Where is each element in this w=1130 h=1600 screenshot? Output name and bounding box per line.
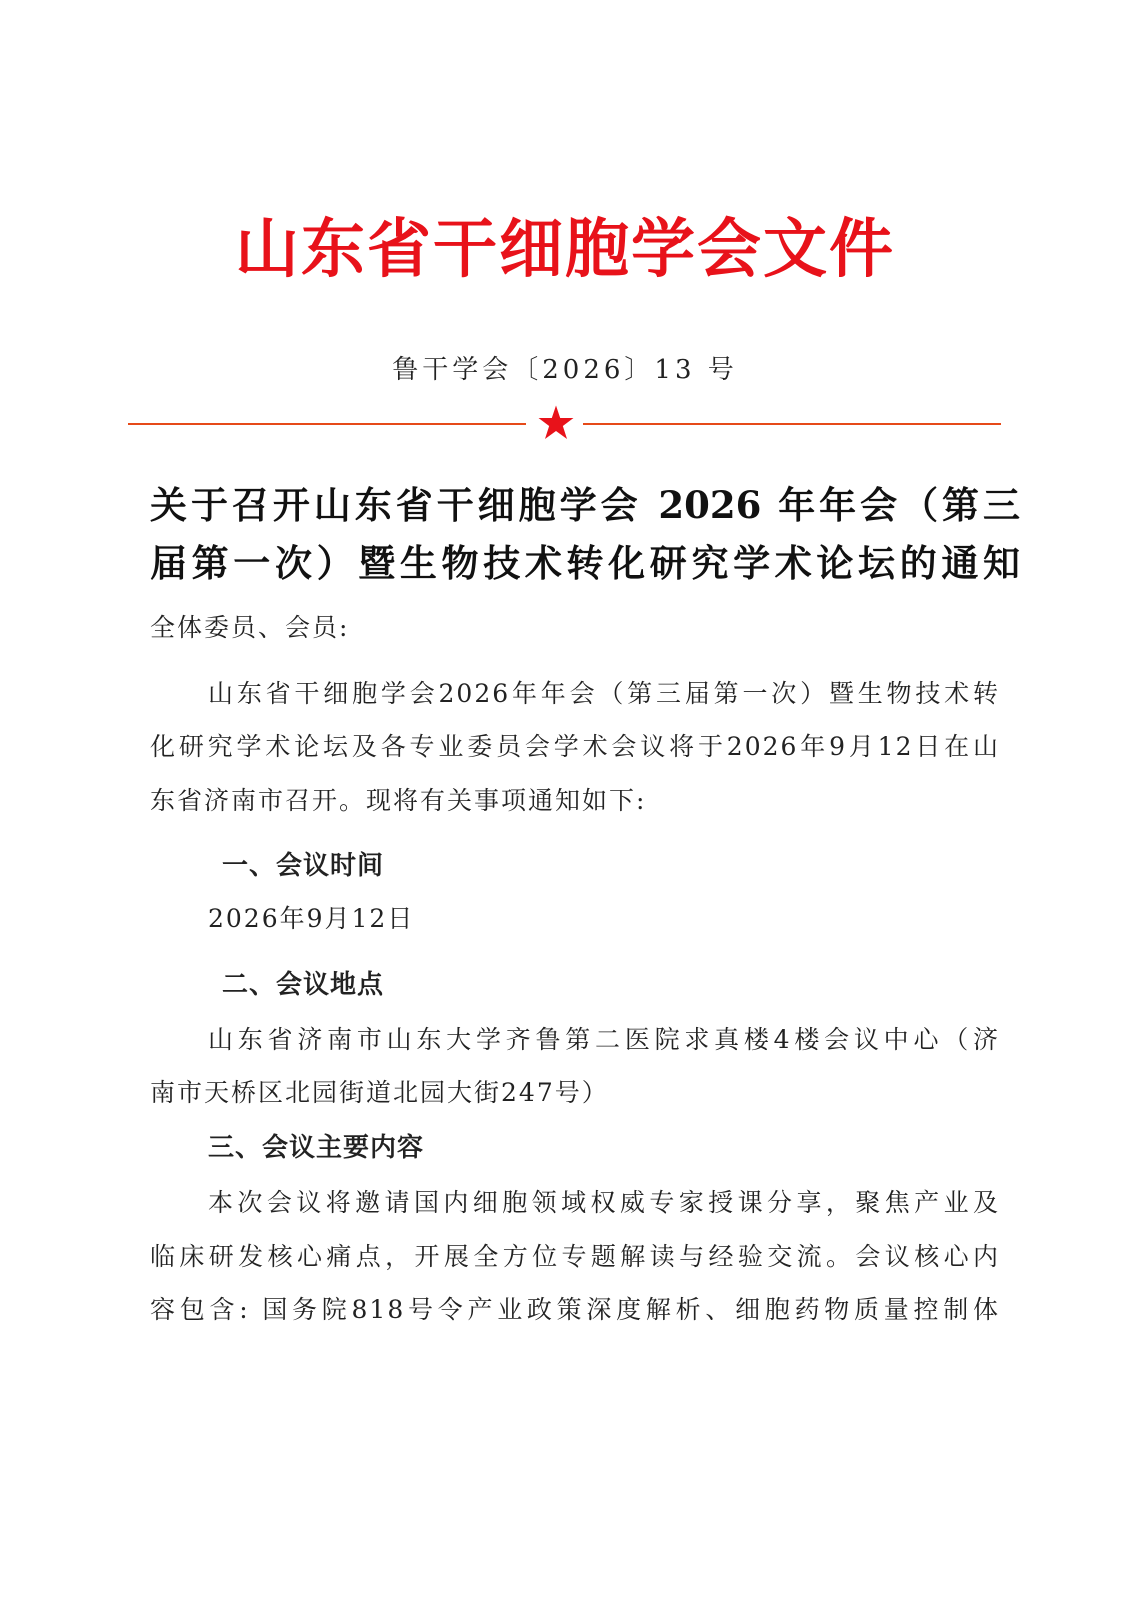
intro-paragraph-line: 山东省干细胞学会2026年年会（第三届第一次）暨生物技术转 [208, 679, 1000, 708]
section-heading-time: 一、会议时间 [222, 851, 385, 881]
divider-line-right [583, 423, 1001, 425]
star-icon [537, 404, 575, 442]
intro-paragraph-line: 东省济南市召开。现将有关事项通知如下: [150, 786, 647, 815]
title-line: 关于召开山东省干细胞学会 2026 年年会（第三 [150, 483, 1020, 527]
meeting-content-line: 本次会议将邀请国内细胞领域权威专家授课分享，聚焦产业及 [208, 1188, 1000, 1217]
section-heading-location: 二、会议地点 [222, 970, 385, 1000]
meeting-date: 2026年9月12日 [208, 904, 415, 933]
document-number: 鲁干学会〔2026〕13 号 [392, 355, 738, 385]
salutation: 全体委员、会员: [150, 613, 350, 642]
intro-paragraph-line: 化研究学术论坛及各专业委员会学术会议将于2026年9月12日在山 [150, 732, 1000, 761]
divider-line-left [128, 423, 526, 425]
document-masthead: 山东省干细胞学会文件 [235, 212, 895, 287]
section-heading-content: 三、会议主要内容 [208, 1133, 425, 1163]
meeting-content-line: 临床研发核心痛点，开展全方位专题解读与经验交流。会议核心内 [150, 1242, 1000, 1271]
title-line: 届第一次）暨生物技术转化研究学术论坛的通知 [150, 541, 1020, 585]
meeting-content-line: 容包含: 国务院818号令产业政策深度解析、细胞药物质量控制体 [150, 1295, 1000, 1324]
meeting-location-line: 南市天桥区北园街道北园大街247号） [150, 1078, 609, 1107]
notice-title [150, 476, 1020, 592]
meeting-location-line: 山东省济南市山东大学齐鲁第二医院求真楼4楼会议中心（济 [208, 1025, 1000, 1054]
